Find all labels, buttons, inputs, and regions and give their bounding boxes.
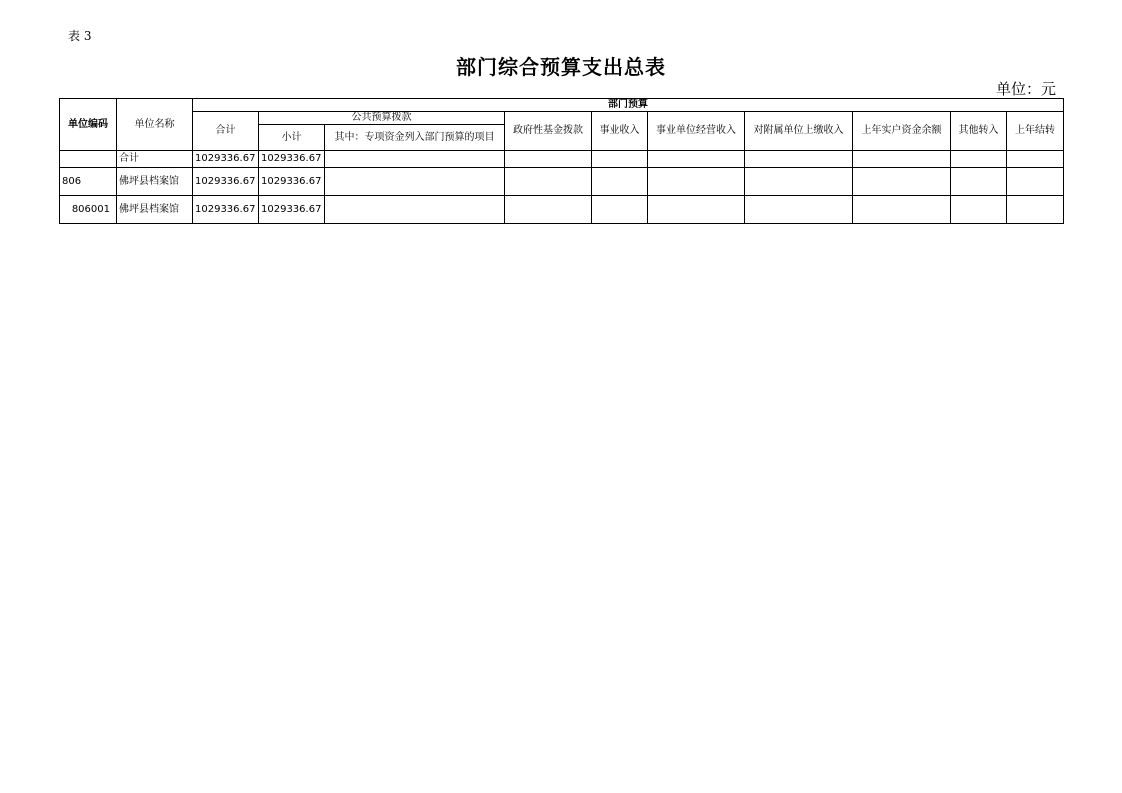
row-prior-balance	[853, 151, 951, 168]
header-gov-fund: 政府性基金拨款	[505, 112, 592, 151]
budget-table	[59, 98, 1064, 224]
row-special-funds	[325, 196, 505, 224]
row-business-income	[592, 168, 648, 196]
header-other-income: 其他转入	[951, 112, 1007, 151]
header-subtotal: 小计	[259, 125, 325, 151]
row-operating-income	[648, 196, 745, 224]
header-unit-code: 单位编码	[60, 99, 117, 151]
row-total: 1029336.67	[193, 168, 259, 196]
header-affiliate-income: 对附属单位上缴收入	[745, 112, 853, 151]
row-gov-fund	[505, 151, 592, 168]
row-subtotal: 1029336.67	[259, 196, 325, 224]
table-row	[60, 151, 1064, 168]
row-prior-balance	[853, 168, 951, 196]
row-gov-fund	[505, 196, 592, 224]
row-carryover	[1007, 151, 1064, 168]
unit-label: 单位：元	[995, 80, 1056, 98]
row-code	[60, 151, 117, 168]
table-row	[60, 196, 1064, 224]
row-name: 佛坪县档案馆	[117, 196, 193, 224]
row-code: 806001	[60, 196, 117, 224]
row-name: 合计	[117, 151, 193, 168]
header-unit-name: 单位名称	[117, 99, 193, 151]
row-affiliate-income	[745, 196, 853, 224]
row-other-income	[951, 151, 1007, 168]
header-public-budget: 公共预算拨款	[259, 112, 505, 125]
row-business-income	[592, 196, 648, 224]
row-affiliate-income	[745, 168, 853, 196]
row-operating-income	[648, 168, 745, 196]
row-prior-balance	[853, 196, 951, 224]
row-special-funds	[325, 168, 505, 196]
row-business-income	[592, 151, 648, 168]
row-other-income	[951, 196, 1007, 224]
header-carryover: 上年结转	[1007, 112, 1064, 151]
header-prior-balance: 上年实户资金余额	[853, 112, 951, 151]
row-total: 1029336.67	[193, 196, 259, 224]
row-name: 佛坪县档案馆	[117, 168, 193, 196]
row-affiliate-income	[745, 151, 853, 168]
row-carryover	[1007, 196, 1064, 224]
row-gov-fund	[505, 168, 592, 196]
header-total: 合计	[193, 112, 259, 151]
row-special-funds	[325, 151, 505, 168]
page-title: 部门综合预算支出总表	[456, 55, 666, 79]
row-carryover	[1007, 168, 1064, 196]
row-total: 1029336.67	[193, 151, 259, 168]
header-special-funds: 其中：专项资金列入部门预算的项目	[325, 125, 505, 151]
table-number: 表 3	[68, 29, 92, 43]
row-code: 806	[60, 168, 117, 196]
row-other-income	[951, 168, 1007, 196]
row-subtotal: 1029336.67	[259, 168, 325, 196]
row-operating-income	[648, 151, 745, 168]
header-business-income: 事业收入	[592, 112, 648, 151]
header-operating-income: 事业单位经营收入	[648, 112, 745, 151]
row-subtotal: 1029336.67	[259, 151, 325, 168]
header-dept-budget: 部门预算	[193, 99, 1064, 112]
table-row	[60, 168, 1064, 196]
